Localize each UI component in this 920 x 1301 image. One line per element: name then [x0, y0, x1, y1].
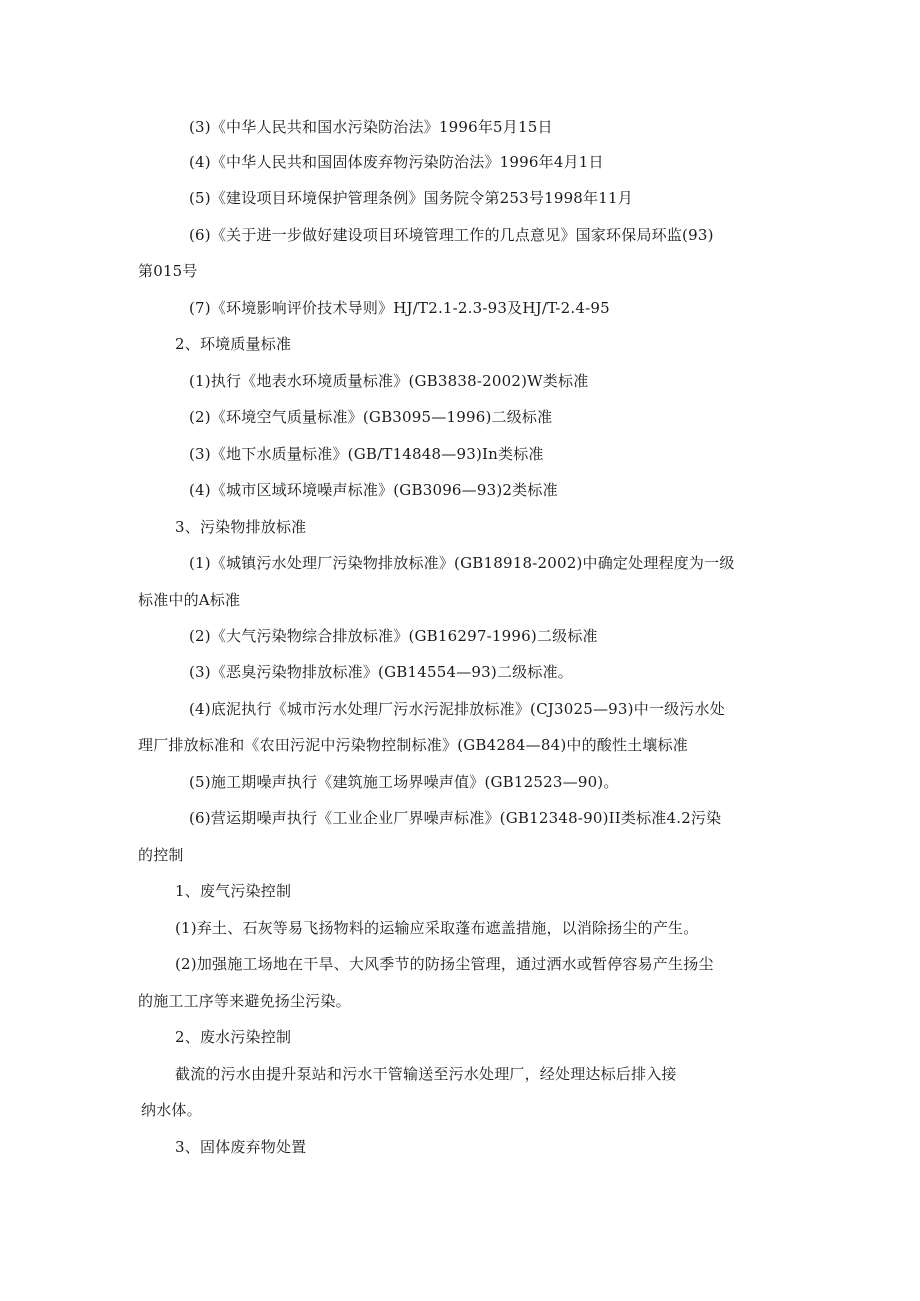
text-line: (3)《恶臭污染物排放标准》(GB14554—93)二级标准。 — [189, 663, 573, 681]
text-line: (7)《环境影响评价技术导则》HJ/T2.1-2.3-93及HJ/T-2.4-95 — [189, 299, 610, 317]
text-line: 纳水体。 — [141, 1101, 202, 1119]
text-line: 的控制 — [138, 846, 184, 864]
section-heading: 2、废水污染控制 — [175, 1028, 292, 1046]
section-heading: 3、固体废弃物处置 — [175, 1138, 307, 1156]
text-line: 第015号 — [138, 262, 198, 280]
text-line: (4)底泥执行《城市污水处理厂污水污泥排放标准》(CJ3025—93)中一级污水处 — [189, 700, 725, 718]
section-heading: 3、污染物排放标准 — [175, 518, 307, 536]
text-line: (5)《建设项目环境保护管理条例》国务院令第253号1998年11月 — [189, 189, 633, 207]
text-line: (2)《环境空气质量标准》(GB3095—1996)二级标准 — [189, 408, 553, 426]
text-line: (6)营运期噪声执行《工业企业厂界噪声标准》(GB12348-90)II类标准4.2污染 — [189, 809, 722, 827]
text-line: 的施工工序等来避免扬尘污染。 — [138, 992, 351, 1010]
text-line: 标准中的A标准 — [138, 591, 241, 609]
text-line: (5)施工期噪声执行《建筑施工场界噪声值》(GB12523—90)。 — [189, 773, 619, 791]
text-line: (1)弃土、石灰等易飞扬物料的运输应采取蓬布遮盖措施，以消除扬尘的产生。 — [175, 919, 699, 937]
text-line: (2)《大气污染物综合排放标准》(GB16297-1996)二级标准 — [189, 627, 598, 645]
text-line: (4)《中华人民共和国固体废弃物污染防治法》1996年4月1日 — [189, 153, 604, 171]
text-line: (3)《中华人民共和国水污染防治法》1996年5月15日 — [189, 118, 553, 136]
text-line: 截流的污水由提升泵站和污水干管输送至污水处理厂，经处理达标后排入接 — [175, 1065, 677, 1083]
text-line: (1)《城镇污水处理厂污染物排放标准》(GB18918-2002)中确定处理程度为一级 — [189, 554, 735, 572]
text-line: 理厂排放标准和《农田污泥中污染物控制标准》(GB4284—84)中的酸性土壤标准 — [138, 736, 688, 754]
text-line: (4)《城市区域环境噪声标准》(GB3096—93)2类标准 — [189, 481, 558, 499]
section-heading: 1、废气污染控制 — [175, 882, 292, 900]
section-heading: 2、环境质量标准 — [175, 335, 292, 353]
text-line: (2)加强施工场地在干旱、大风季节的防扬尘管理，通过洒水或暂停容易产生扬尘 — [175, 955, 714, 973]
text-line: (3)《地下水质量标准》(GB/T14848—93)In类标准 — [189, 445, 544, 463]
text-line: (6)《关于进一步做好建设项目环境管理工作的几点意见》国家环保局环监(93) — [189, 226, 714, 244]
text-line: (1)执行《地表水环境质量标准》(GB3838-2002)W类标准 — [189, 372, 589, 390]
